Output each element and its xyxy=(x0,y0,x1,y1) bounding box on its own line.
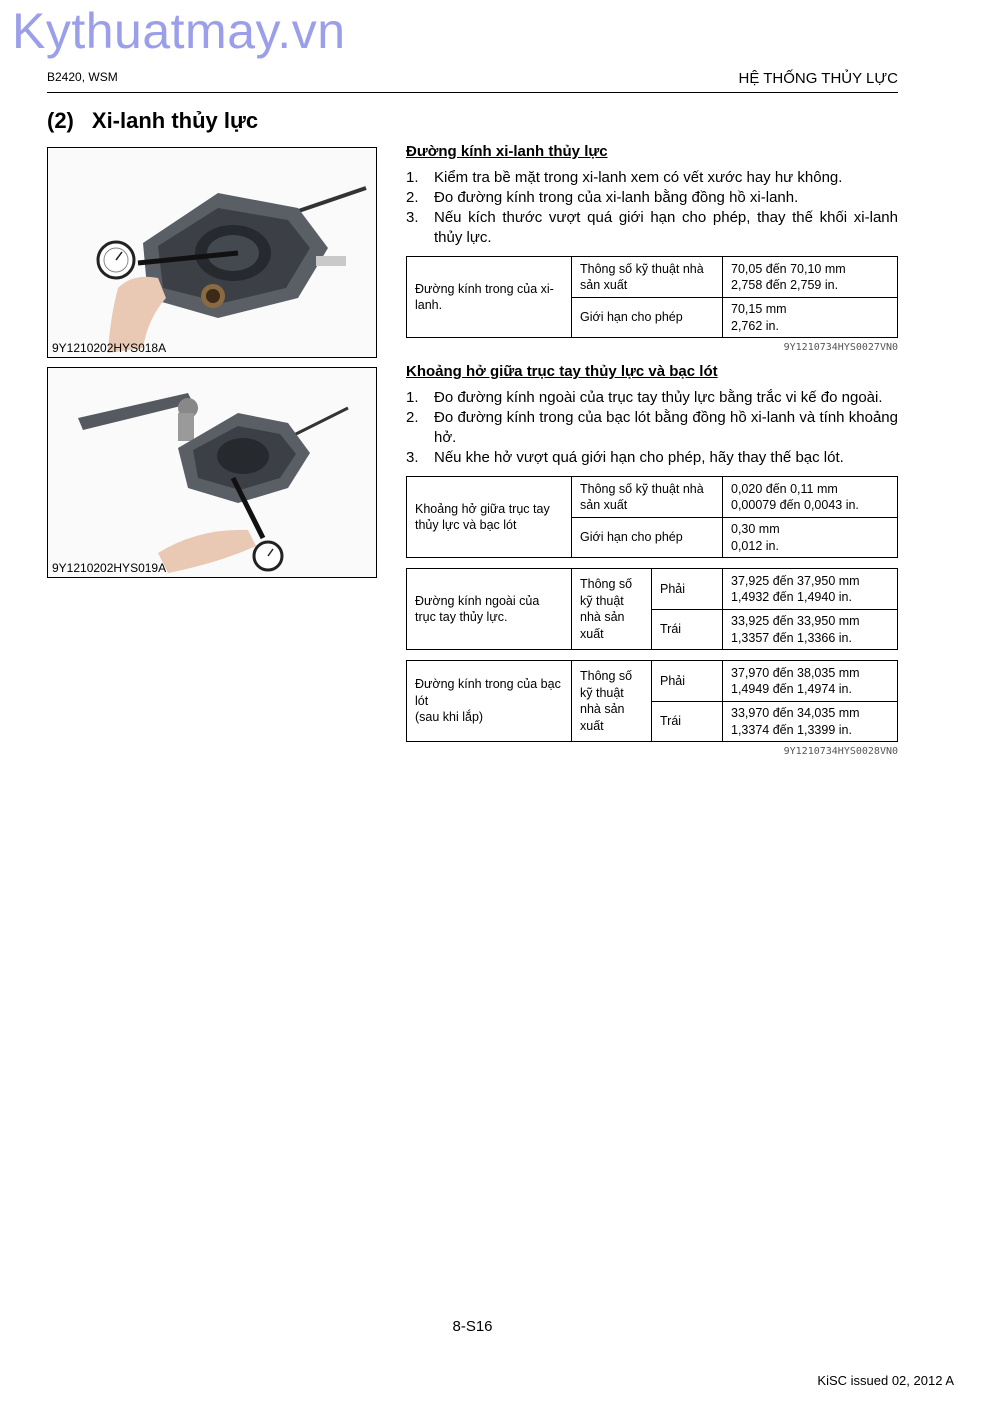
value-mm: 33,970 đến 34,035 mm xyxy=(731,706,860,720)
step-text: Nếu khe hở vượt quá giới hạn cho phép, hãy thay thế bạc lót. xyxy=(434,449,844,466)
figure-caption: 9Y1210202HYS019A xyxy=(52,561,167,575)
spec-value-cell xyxy=(723,257,898,298)
right-value-cell xyxy=(723,569,898,610)
table-item-cell: Đường kính trong của xi-lanh. xyxy=(407,257,572,338)
spec-label-cell: Thông số kỹ thuật nhà sản xuất xyxy=(572,661,652,742)
table-item-cell: Khoảng hở giữa trục tay thủy lực và bạc lót xyxy=(407,477,572,558)
value-in: 1,3374 đến 1,3399 in. xyxy=(731,722,852,737)
bushing-clearance-measurement-photo-icon xyxy=(48,368,377,578)
limit-value-cell xyxy=(723,298,898,338)
left-value-cell xyxy=(723,702,898,742)
side-right-label: Phải xyxy=(652,569,723,610)
reference-code: 9Y1210734HYS0028VN0 xyxy=(783,746,898,757)
value-mm: 0,020 đến 0,11 mm xyxy=(731,481,838,496)
right-value-cell xyxy=(723,661,898,702)
spec-value-cell xyxy=(723,477,898,518)
bushing-clearance-heading: Khoảng hở giữa trục tay thủy lực và bạc lót xyxy=(406,363,718,380)
cylinder-bore-measurement-photo-icon xyxy=(48,148,377,358)
step-number: 2. xyxy=(406,409,419,426)
value-in: 2,762 in. xyxy=(731,318,779,333)
bushing-clearance-steps xyxy=(406,388,898,468)
side-right-label: Phải xyxy=(652,661,723,702)
table-item-cell: Đường kính ngoài của trục tay thủy lực. xyxy=(407,569,572,650)
value-mm: 33,925 đến 33,950 mm xyxy=(731,614,860,628)
figure-cylinder-bore xyxy=(47,147,377,358)
value-in: 2,758 đến 2,759 in. xyxy=(731,278,839,292)
section-title xyxy=(47,108,258,134)
limit-value-cell xyxy=(723,518,898,558)
cylinder-bore-steps xyxy=(406,168,898,248)
shaft-od-spec-table xyxy=(406,568,898,650)
clearance-spec-table xyxy=(406,476,898,558)
value-in: 1,4932 đến 1,4940 in. xyxy=(731,590,852,604)
value-mm: 37,925 đến 37,950 mm xyxy=(731,573,860,588)
left-value-cell xyxy=(723,610,898,650)
step-item xyxy=(406,208,898,248)
step-item xyxy=(406,408,898,448)
step-item xyxy=(406,168,898,188)
cylinder-bore-spec-table xyxy=(406,256,898,338)
watermark: Kythuatmay.vn xyxy=(12,3,346,59)
cylinder-bore-section xyxy=(406,143,898,353)
step-text: Đo đường kính trong của xi-lanh bằng đồng hồ xi-lanh. xyxy=(434,189,799,206)
step-number: 3. xyxy=(406,449,419,466)
spec-label-cell: Thông số kỹ thuật nhà sản xuất xyxy=(572,569,652,650)
section-title-text: Xi-lanh thủy lực xyxy=(91,108,259,133)
header-divider xyxy=(47,92,898,93)
spec-label-cell: Thông số kỹ thuật nhà sản xuất xyxy=(572,257,723,298)
step-number: 3. xyxy=(406,209,419,226)
value-mm: 70,15 mm xyxy=(731,302,787,316)
step-item xyxy=(406,188,898,208)
value-mm: 37,970 đến 38,035 mm xyxy=(731,665,860,680)
step-text: Đo đường kính ngoài của trục tay thủy lực bằng trắc vi kế đo ngoài. xyxy=(434,389,883,406)
step-number: 2. xyxy=(406,189,419,206)
item-note: (sau khi lắp) xyxy=(415,710,484,725)
cylinder-bore-heading: Đường kính xi-lanh thủy lực xyxy=(406,143,608,160)
spec-label-cell: Thông số kỹ thuật nhà sản xuất xyxy=(572,477,723,518)
side-left-label: Trái xyxy=(652,610,723,650)
value-mm: 0,30 mm xyxy=(731,522,780,536)
header-model: B2420, WSM xyxy=(47,70,118,84)
step-item xyxy=(406,388,898,408)
header-chapter: HỆ THỐNG THỦY LỰC xyxy=(738,70,898,87)
value-in: 1,3357 đến 1,3366 in. xyxy=(731,630,852,645)
step-text: Nếu kích thước vượt quá giới hạn cho phép, thay thế khối xi-lanh thủy lực. xyxy=(434,209,898,246)
step-text: Kiểm tra bề mặt trong xi-lanh xem có vết xước hay hư không. xyxy=(434,169,843,186)
item-text: Đường kính trong của bạc lót xyxy=(415,677,561,708)
value-in: 0,00079 đến 0,0043 in. xyxy=(731,498,859,512)
figure-bushing-clearance xyxy=(47,367,377,578)
side-left-label: Trái xyxy=(652,702,723,742)
step-text: Đo đường kính trong của bạc lót bằng đồng hồ xi-lanh và tính khoảng hở. xyxy=(434,409,898,446)
figure-caption: 9Y1210202HYS018A xyxy=(52,341,167,355)
bushing-id-spec-table xyxy=(406,660,898,742)
table-item-cell xyxy=(407,661,572,742)
value-mm: 70,05 đến 70,10 mm xyxy=(731,261,846,276)
value-in: 1,4949 đến 1,4974 in. xyxy=(731,682,852,696)
section-number: (2) xyxy=(47,108,74,133)
value-in: 0,012 in. xyxy=(731,538,779,553)
limit-label-cell: Giới hạn cho phép xyxy=(572,518,723,558)
step-number: 1. xyxy=(406,389,419,406)
step-item xyxy=(406,448,898,468)
step-number: 1. xyxy=(406,169,419,186)
limit-label-cell: Giới hạn cho phép xyxy=(572,298,723,338)
bushing-clearance-section xyxy=(406,363,898,757)
page-number: 8-S16 xyxy=(452,1318,493,1335)
reference-code: 9Y1210734HYS0027VN0 xyxy=(783,342,898,353)
footer-issue: KiSC issued 02, 2012 A xyxy=(817,1373,954,1388)
